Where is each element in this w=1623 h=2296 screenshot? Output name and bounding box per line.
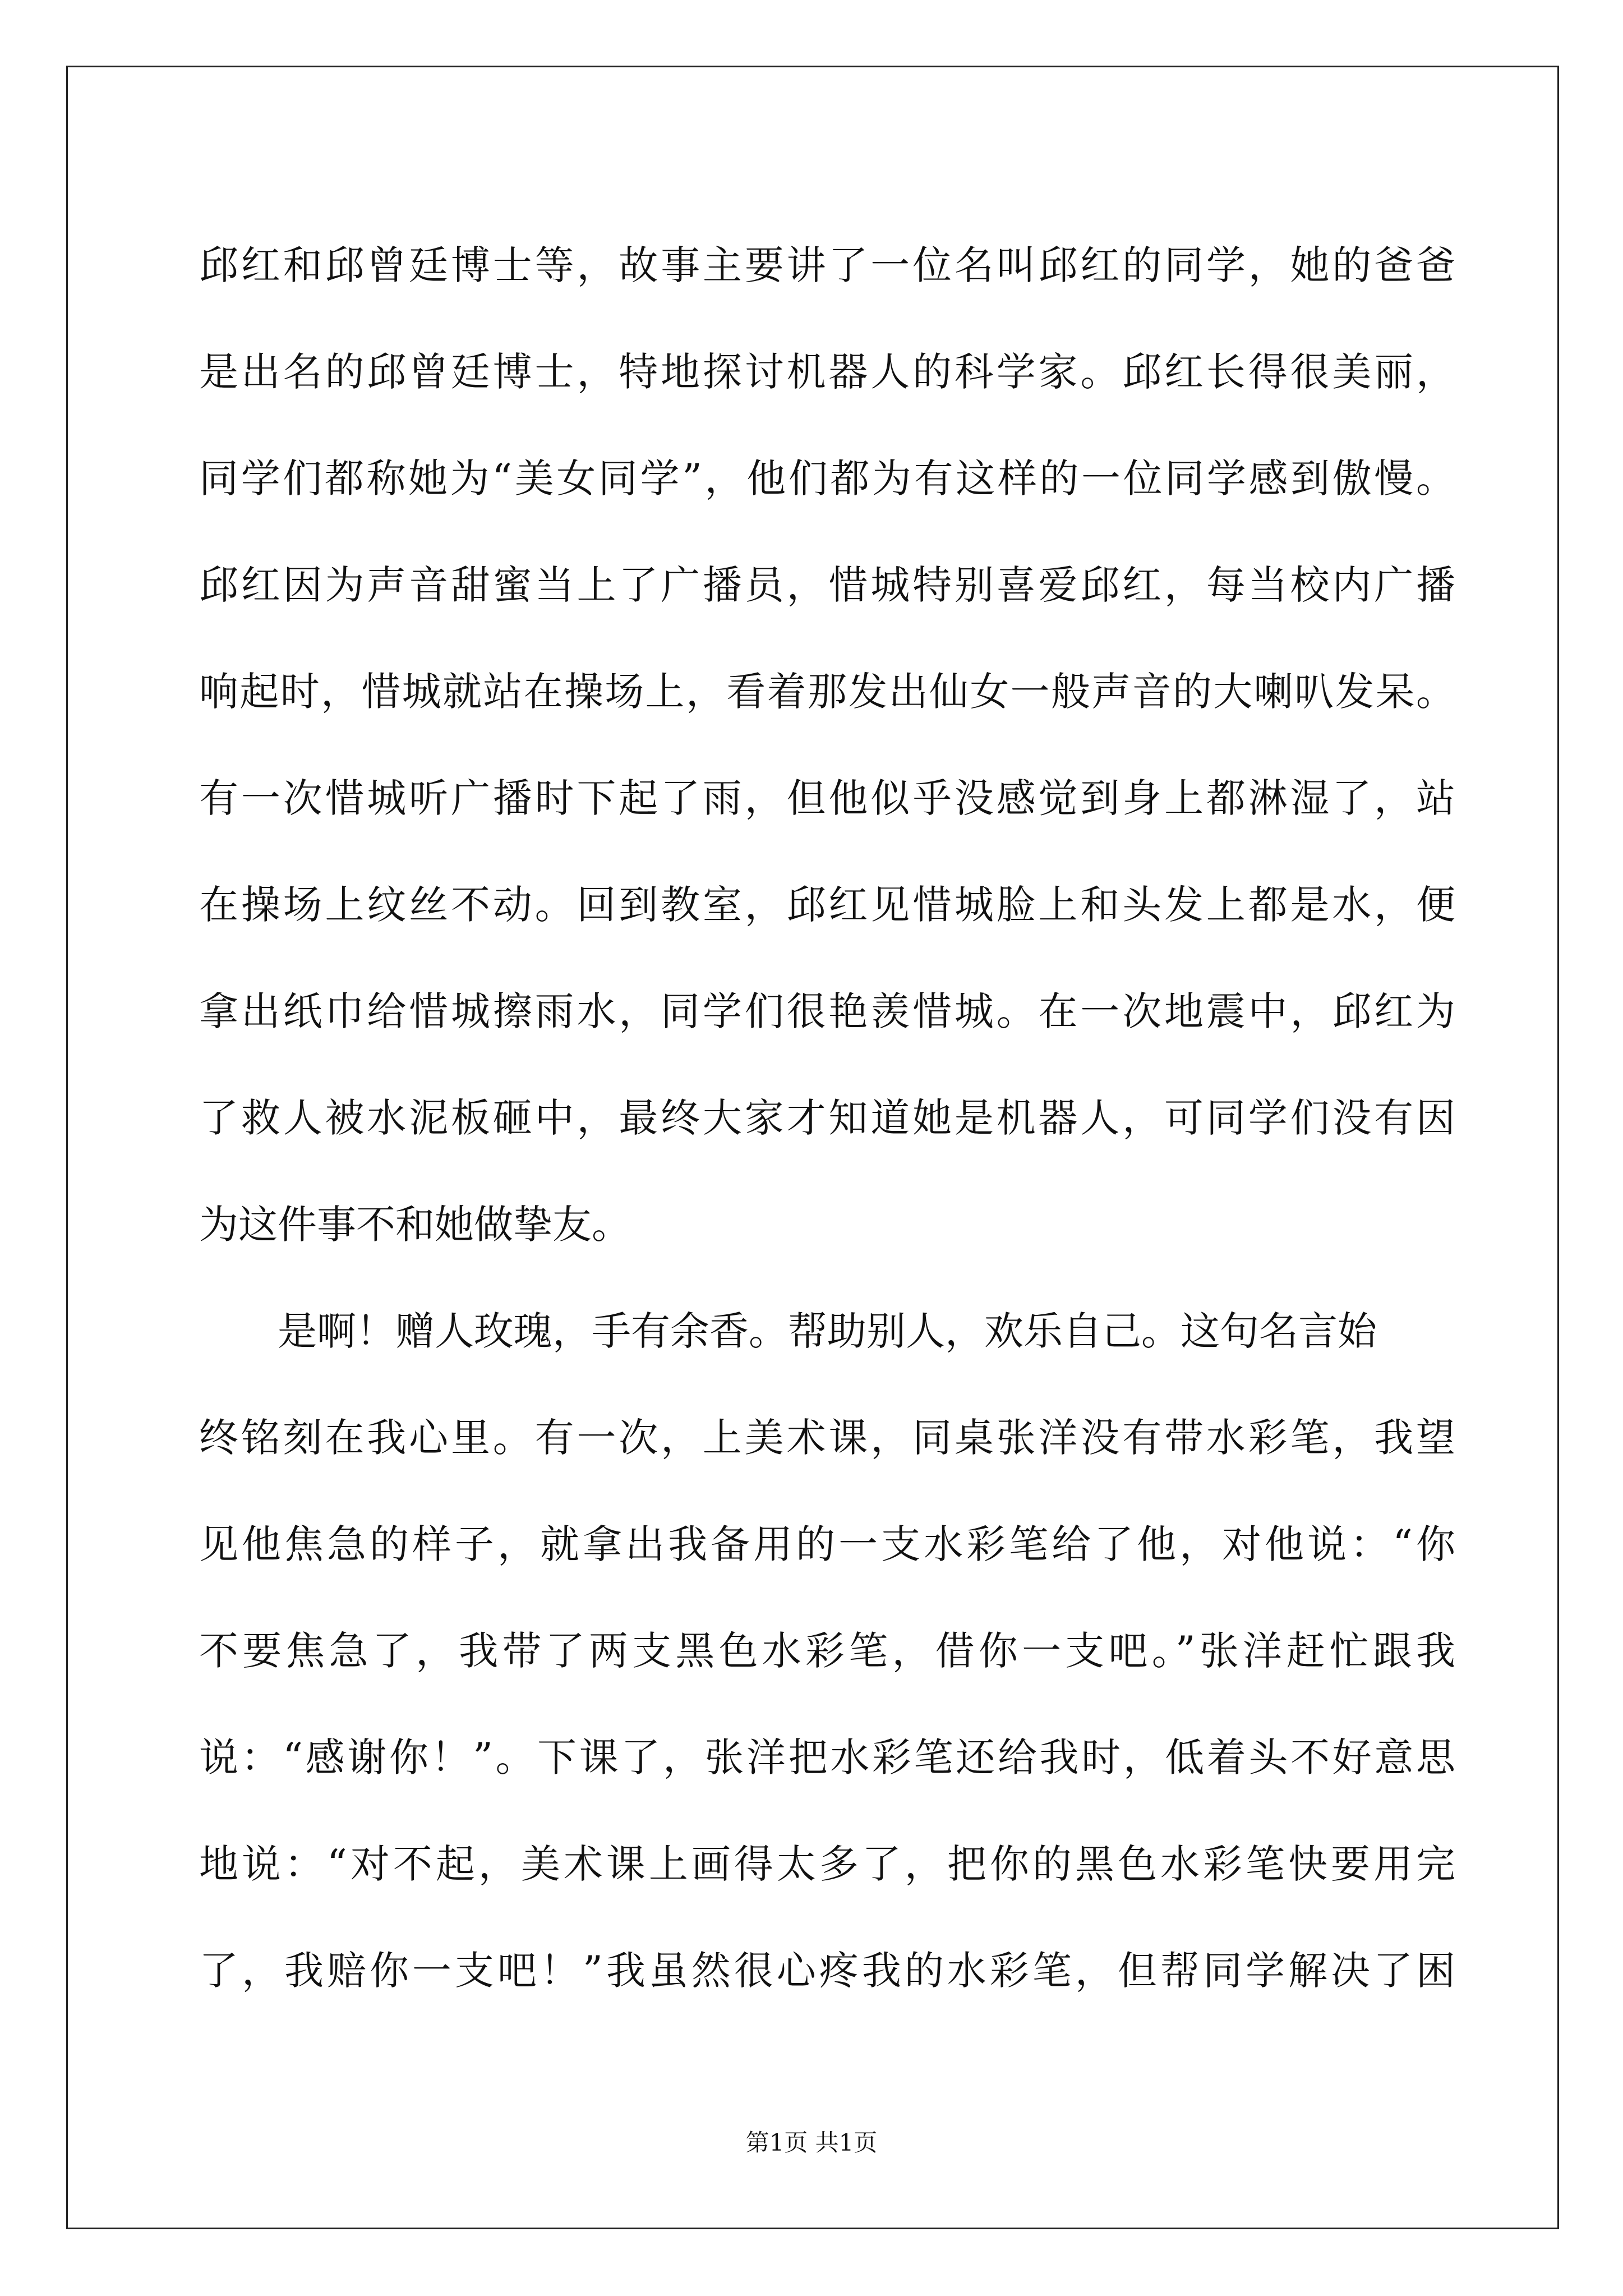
text-line: 说：“感谢你！”。下课了，张洋把水彩笔还给我时，低着头不好意思 <box>199 1734 1455 1780</box>
text-line: 地说：“对不起，美术课上画得太多了，把你的黑色水彩笔快要用完 <box>199 1841 1455 1887</box>
text-line: 邱红和邱曾廷博士等，故事主要讲了一位名叫邱红的同学，她的爸爸 <box>199 242 1455 288</box>
text-line: 拿出纸巾给惜城擦雨水，同学们很艳羡惜城。在一次地震中，邱红为 <box>199 988 1455 1034</box>
text-line: 终铭刻在我心里。有一次，上美术课，同桌张洋没有带水彩笔，我望 <box>199 1415 1455 1461</box>
paragraph-end-line: 为这件事不和她做挚友。 <box>199 1202 631 1248</box>
text-line: 了救人被水泥板砸中，最终大家才知道她是机器人，可同学们没有因 <box>199 1095 1455 1141</box>
text-line: 见他焦急的样子，就拿出我备用的一支水彩笔给了他，对他说：“你 <box>199 1521 1455 1567</box>
text-line: 了，我赔你一支吧！”我虽然很心疼我的水彩笔，但帮同学解决了困 <box>199 1948 1455 1994</box>
text-line: 邱红因为声音甜蜜当上了广播员，惜城特别喜爱邱红，每当校内广播 <box>199 562 1455 608</box>
paragraph-first-line: 是啊！赠人玫瑰，手有余香。帮助别人，欢乐自己。这句名言始 <box>278 1308 1377 1354</box>
document-body <box>199 212 1455 2024</box>
text-line: 同学们都称她为“美女同学”，他们都为有这样的一位同学感到傲慢。 <box>199 455 1455 501</box>
page-number-footer: 第1页 共1页 <box>745 2129 878 2156</box>
text-line: 是出名的邱曾廷博士，特地探讨机器人的科学家。邱红长得很美丽， <box>199 349 1455 395</box>
text-line: 不要焦急了，我带了两支黑色水彩笔，借你一支吧。”张洋赶忙跟我 <box>199 1628 1455 1674</box>
text-line: 在操场上纹丝不动。回到教室，邱红见惜城脸上和头发上都是水，便 <box>199 882 1455 928</box>
text-line: 有一次惜城听广播时下起了雨，但他似乎没感觉到身上都淋湿了，站 <box>199 775 1455 821</box>
text-line: 响起时，惜城就站在操场上，看着那发出仙女一般声音的大喇叭发呆。 <box>199 669 1455 715</box>
